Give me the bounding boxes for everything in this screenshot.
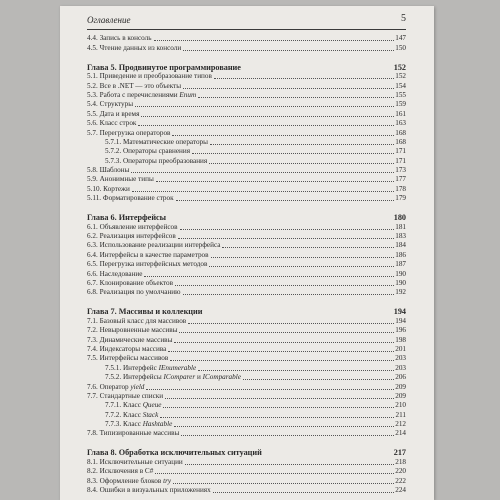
leader-dots (214, 78, 394, 79)
toc-entry (87, 279, 406, 288)
entry-title (87, 383, 144, 392)
entry-page: 198 (395, 335, 406, 344)
entry-title (87, 91, 196, 100)
toc-entry (87, 345, 406, 354)
entry-page: 194 (395, 316, 406, 325)
entry-page: 179 (395, 194, 406, 203)
entry-text: 6.5. Перегрузка интерфейсных методов (87, 260, 208, 269)
entry-title (87, 34, 152, 43)
leader-dots (192, 153, 394, 154)
entry-title (87, 232, 176, 241)
leader-dots (183, 88, 394, 89)
chapter-title: Глава 7. Массивы и коллекции (87, 307, 203, 317)
leader-dots (181, 435, 394, 436)
entry-text: 5.7. Перегрузка операторов (87, 128, 171, 137)
entry-page: 186 (395, 250, 406, 259)
entry-text: 6.4. Интерфейсы в качестве параметров (87, 250, 209, 259)
toc-entry (87, 316, 406, 325)
leader-dots (175, 285, 394, 286)
entry-title (87, 411, 158, 420)
entry-text: 6.2. Реализация интерфейсов (87, 232, 176, 241)
entry-text: 6.6. Наследование (87, 269, 143, 278)
toc-entry (87, 100, 406, 109)
leader-dots (209, 266, 394, 267)
entry-page: 168 (395, 128, 406, 137)
toc-entry (87, 410, 406, 419)
entry-title (87, 345, 166, 354)
chapter-gap (87, 297, 406, 304)
entry-text: 5.7.2. Операторы сравнения (105, 147, 191, 156)
entry-page: 212 (395, 420, 406, 429)
leader-dots (180, 229, 395, 230)
toc-entry (87, 467, 406, 476)
entry-title (87, 194, 174, 203)
entry-page: 192 (395, 288, 406, 297)
chapter-title: Глава 5. Продвинутое программирование (87, 62, 241, 72)
entry-title (87, 185, 130, 194)
leader-dots (138, 125, 394, 126)
entry-page: 220 (395, 467, 406, 476)
leader-dots (165, 398, 394, 399)
toc-entry (87, 354, 406, 363)
toc-entry (87, 476, 406, 485)
entry-title (87, 477, 171, 486)
toc-entry (87, 269, 406, 278)
entry-title (87, 401, 161, 410)
entry-page: 155 (395, 90, 406, 99)
entry-page: 187 (395, 260, 406, 269)
leader-dots (178, 238, 394, 239)
entry-text: 7.5.1. Интерфейс (105, 363, 159, 372)
toc-entry (87, 363, 406, 372)
entry-page: 190 (395, 269, 406, 278)
entry-title (87, 223, 178, 232)
entry-title (87, 82, 181, 91)
toc-entry (87, 429, 406, 438)
entry-keyword: IEnumerable (158, 363, 197, 372)
entry-text: 5.6. Класс строк (87, 119, 137, 128)
entry-text: 7.4. Индексаторы массива (87, 344, 167, 353)
chapter-page: 194 (393, 307, 406, 317)
toc-entry (87, 420, 406, 429)
leader-dots (155, 473, 394, 474)
toc-entry (87, 194, 406, 203)
entry-title (87, 129, 170, 138)
leader-dots (132, 191, 394, 192)
entry-title (87, 138, 208, 147)
entry-keyword: yield (130, 382, 145, 391)
entry-title (87, 260, 207, 269)
toc-entry (87, 81, 406, 90)
entry-keyword: Queue (142, 401, 162, 410)
toc-entry (87, 288, 406, 297)
entry-text: 4.5. Чтение данных из консоли (87, 43, 182, 52)
leader-dots (144, 276, 394, 277)
entry-text: 5.2. Все в .NET — это объекты (87, 81, 182, 90)
entry-page: 184 (395, 241, 406, 250)
entry-text: 5.1. Приведение и преобразование типов (87, 72, 212, 81)
entry-page: 178 (395, 184, 406, 193)
chapter-gap (87, 203, 406, 210)
toc-entry (87, 109, 406, 118)
entry-page: 214 (395, 429, 406, 438)
entry-text: 7.5.2. Интерфейсы (105, 373, 164, 382)
book-page (60, 6, 434, 500)
entry-page: 150 (395, 43, 406, 52)
leader-dots (168, 351, 394, 352)
entry-page: 190 (395, 278, 406, 287)
toc-entry (87, 457, 406, 466)
entry-page: 222 (395, 476, 406, 485)
toc-entry (87, 147, 406, 156)
entry-page: 201 (395, 344, 406, 353)
entry-text: 7.7. Стандартные списки (87, 391, 164, 400)
toc-entry (87, 260, 406, 269)
toc-entry (87, 184, 406, 193)
entry-keyword: try (163, 476, 172, 485)
toc-entry (87, 241, 406, 250)
leader-dots (183, 50, 394, 51)
entry-page: 209 (395, 382, 406, 391)
toc-entry (87, 373, 406, 382)
entry-title (87, 44, 181, 53)
entry-text: 6.8. Реализация по умолчанию (87, 288, 181, 297)
entry-page: 203 (395, 354, 406, 363)
entry-title (87, 241, 220, 250)
page-number: 5 (401, 13, 406, 24)
toc-entry (87, 119, 406, 128)
entry-page: 218 (395, 457, 406, 466)
table-of-contents (87, 34, 406, 495)
leader-dots (209, 163, 394, 164)
toc-entry (87, 401, 406, 410)
leader-dots (198, 370, 394, 371)
entry-title (87, 110, 139, 119)
entry-page: 210 (395, 401, 406, 410)
entry-title (87, 251, 209, 260)
entry-text: 7.3. Динамические массивы (87, 335, 173, 344)
entry-page: 196 (395, 326, 406, 335)
entry-text: 5.10. Кортежи (87, 184, 130, 193)
entry-text: 8.4. Ошибки в визуальных приложениях (87, 486, 211, 495)
leader-dots (173, 483, 394, 484)
entry-title (87, 467, 153, 476)
entry-title (87, 270, 142, 279)
entry-title (87, 166, 129, 175)
toc-entry (87, 392, 406, 401)
entry-page: 147 (395, 34, 406, 43)
entry-title (87, 279, 173, 288)
entry-page: 224 (395, 486, 406, 495)
toc-entry (87, 382, 406, 391)
leader-dots (170, 360, 394, 361)
chapter-page: 152 (393, 62, 406, 72)
entry-text: 6.7. Клонирование объектов (87, 278, 174, 287)
leader-dots (210, 144, 394, 145)
entry-text: 6.3. Использование реализации интерфейса (87, 241, 221, 250)
leader-dots (176, 200, 395, 201)
toc-entry (87, 326, 406, 335)
entry-text: и (195, 373, 203, 382)
entry-page: 183 (395, 232, 406, 241)
entry-title (87, 157, 207, 166)
entry-title (87, 317, 186, 326)
entry-page: 206 (395, 373, 406, 382)
entry-title (87, 458, 183, 467)
toc-entry (87, 175, 406, 184)
entry-title (87, 420, 172, 429)
leader-dots (156, 181, 394, 182)
toc-entry (87, 335, 406, 344)
entry-page: 181 (395, 222, 406, 231)
entry-page: 173 (395, 166, 406, 175)
entry-title (87, 354, 168, 363)
entry-title (87, 486, 211, 495)
entry-text: 5.3. Работа с перечислениями (87, 90, 180, 99)
chapter-page: 217 (393, 448, 406, 458)
entry-text: 7.7.2. Класс (105, 410, 143, 419)
entry-page: 163 (395, 119, 406, 128)
entry-title (87, 119, 136, 128)
leader-dots (222, 247, 394, 248)
toc-entry (87, 222, 406, 231)
entry-keyword: IComparer (163, 373, 196, 382)
chapter-heading (87, 210, 406, 222)
entry-title (87, 373, 241, 382)
entry-text: 8.1. Исключительные ситуации (87, 457, 183, 466)
toc-entry (87, 138, 406, 147)
chapter-gap (87, 438, 406, 445)
entry-keyword: Enum (179, 90, 197, 99)
leader-dots (141, 116, 394, 117)
entry-text: 7.1. Базовый класс для массивов (87, 316, 187, 325)
toc-entry (87, 128, 406, 137)
entry-page: 171 (395, 156, 406, 165)
leader-dots (174, 426, 394, 427)
entry-text: 6.1. Объявление интерфейсов (87, 222, 178, 231)
toc-entry (87, 72, 406, 81)
entry-text: 4.4. Запись в консоль (87, 34, 152, 43)
chapter-title: Глава 8. Обработка исключительных ситуаций (87, 448, 262, 458)
entry-page: 203 (395, 363, 406, 372)
entry-page: 154 (395, 81, 406, 90)
toc-entry (87, 166, 406, 175)
entry-title (87, 364, 196, 373)
entry-page: 168 (395, 137, 406, 146)
chapter-heading (87, 445, 406, 457)
chapter-page: 180 (393, 213, 406, 223)
page-header (87, 11, 406, 30)
entry-text: 7.7.3. Класс (105, 420, 143, 429)
chapter-heading (87, 304, 406, 316)
entry-text: 5.11. Форматирование строк (87, 194, 174, 203)
entry-text: 8.2. Исключения в C# (87, 467, 154, 476)
entry-keyword: Stack (142, 410, 159, 419)
entry-title (87, 288, 181, 297)
entry-title (87, 336, 172, 345)
entry-text: 5.7.1. Математические операторы (105, 137, 208, 146)
entry-page: 177 (395, 175, 406, 184)
entry-keyword: IComparable (202, 373, 241, 382)
entry-title (87, 100, 133, 109)
leader-dots (172, 135, 394, 136)
chapter-gap (87, 53, 406, 60)
leader-dots (243, 379, 394, 380)
entry-keyword: Hashtable (142, 420, 173, 429)
leader-dots (131, 172, 394, 173)
entry-title (87, 175, 154, 184)
chapter-heading (87, 60, 406, 72)
toc-entry (87, 156, 406, 165)
toc-entry (87, 250, 406, 259)
entry-title (87, 429, 179, 438)
entry-text: 7.7.1. Класс (105, 401, 143, 410)
entry-page: 209 (395, 391, 406, 400)
leader-dots (135, 106, 394, 107)
entry-title (87, 72, 212, 81)
leader-dots (211, 257, 395, 258)
entry-text: 5.4. Структуры (87, 100, 134, 109)
entry-page: 159 (395, 100, 406, 109)
leader-dots (198, 97, 394, 98)
leader-dots (179, 332, 394, 333)
entry-text: 7.5. Интерфейсы массивов (87, 354, 169, 363)
toc-entry (87, 232, 406, 241)
leader-dots (185, 464, 394, 465)
entry-text: 5.5. Дата и время (87, 109, 140, 118)
leader-dots (146, 389, 394, 390)
toc-entry (87, 91, 406, 100)
entry-page: 161 (395, 109, 406, 118)
running-title: Оглавление (87, 15, 131, 25)
toc-entry (87, 43, 406, 52)
entry-text: 7.6. Оператор (87, 382, 131, 391)
leader-dots (163, 407, 394, 408)
entry-page: 171 (395, 147, 406, 156)
entry-text: 8.3. Оформление блоков (87, 476, 164, 485)
entry-page: 211 (395, 410, 406, 419)
leader-dots (160, 417, 394, 418)
leader-dots (174, 342, 394, 343)
entry-page: 152 (395, 72, 406, 81)
entry-title (87, 392, 163, 401)
entry-text: 7.2. Невыровненные массивы (87, 326, 178, 335)
leader-dots (154, 40, 395, 41)
entry-text: 5.8. Шаблоны (87, 166, 130, 175)
leader-dots (188, 323, 394, 324)
entry-text: 7.8. Типизированные массивы (87, 429, 180, 438)
entry-text: 5.7.3. Операторы преобразования (105, 156, 208, 165)
leader-dots (183, 294, 395, 295)
chapter-title: Глава 6. Интерфейсы (87, 213, 167, 223)
toc-entry (87, 34, 406, 43)
toc-entry (87, 486, 406, 495)
leader-dots (213, 492, 395, 493)
entry-title (87, 147, 190, 156)
entry-text: 5.9. Анонимные типы (87, 175, 154, 184)
entry-title (87, 326, 177, 335)
